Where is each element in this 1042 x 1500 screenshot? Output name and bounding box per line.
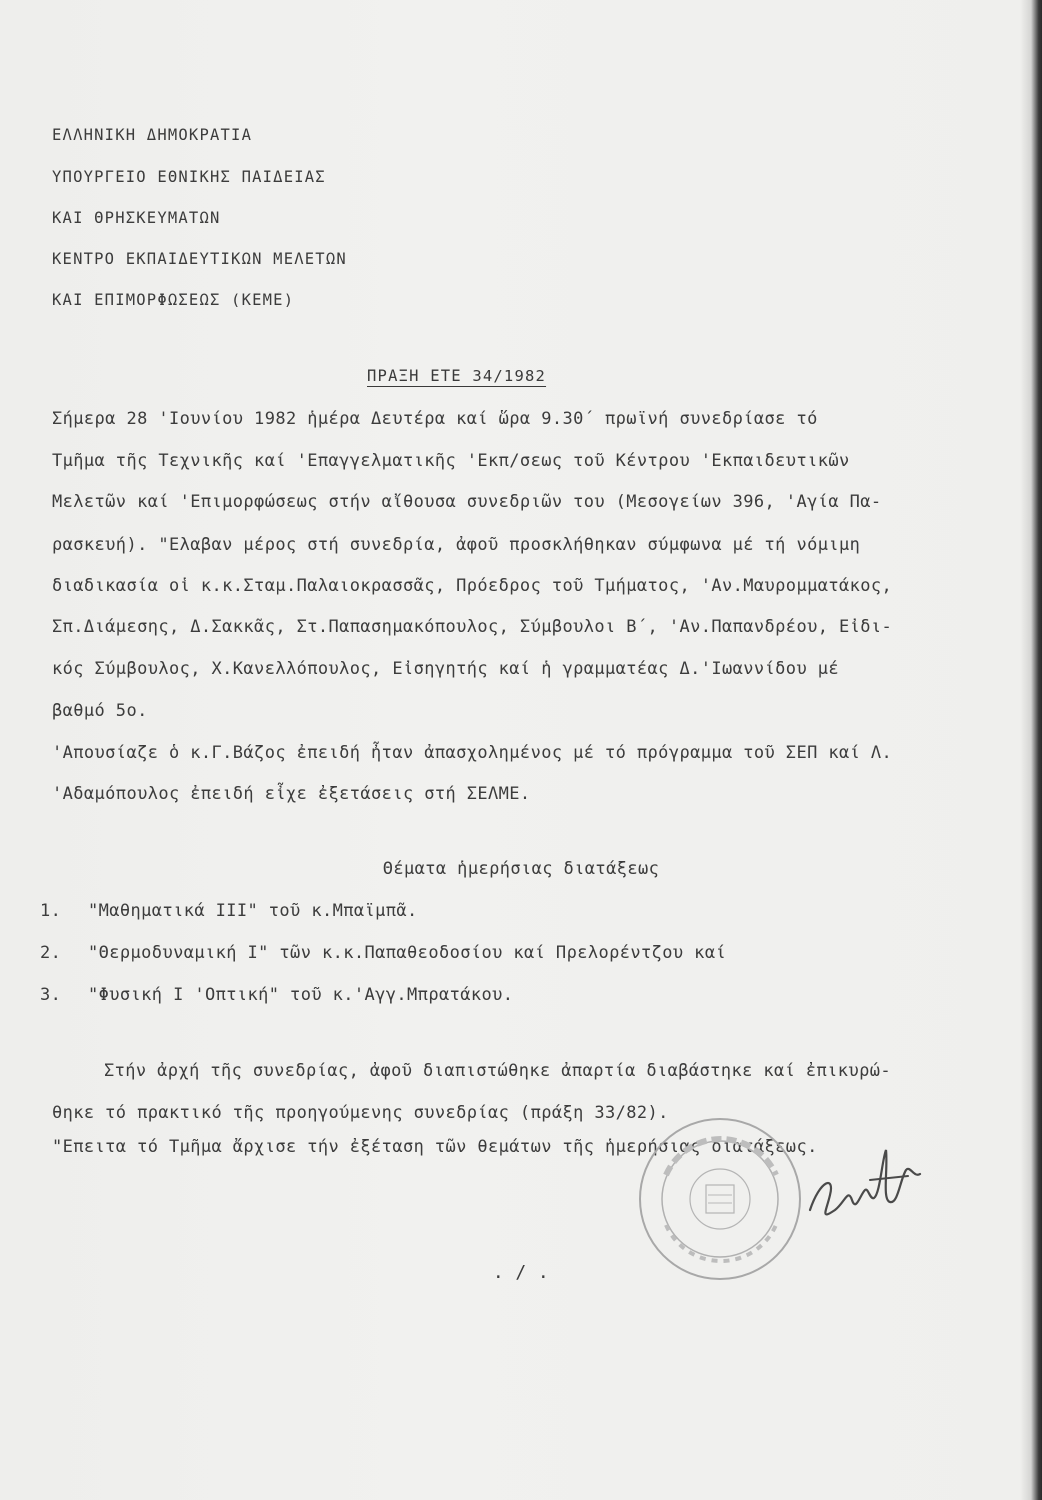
agenda-item — [40, 901, 418, 921]
body-line: θηκε τό πρακτικό τῆς προηγούμενης συνεδρίας (πράξη 33/82). — [52, 1103, 669, 1123]
header-line-5: ΚΑΙ ΕΠΙΜΟΡΦΩΣΕΩΣ (ΚΕΜΕ) — [52, 291, 295, 309]
official-seal-stamp — [636, 1115, 804, 1283]
continuation-mark: . / . — [492, 1262, 550, 1283]
agenda-item-text: "Μαθηματικά III" τοῦ κ.Μπαϊμπᾶ. — [88, 901, 418, 921]
agenda-item-number: 2. — [40, 943, 62, 963]
absence-line: 'Απουσίαζε ὁ κ.Γ.Βάζος ἐπειδή ἦταν ἀπασχολημένος μέ τό πρόγραμμα τοῦ ΣΕΠ καί Λ. — [52, 743, 893, 763]
header-line-3: ΚΑΙ ΘΡΗΣΚΕΥΜΑΤΩΝ — [52, 209, 221, 227]
body-line: Σήμερα 28 'Ιουνίου 1982 ἡμέρα Δευτέρα καί ὥρα 9.30΄ πρωϊνή συνεδρίασε τό — [52, 409, 818, 429]
agenda-item — [40, 943, 726, 963]
body-line: διαδικασία οἱ κ.κ.Σταμ.Παλαιοκρασσᾶς, Πρόεδρος τοῦ Τμήματος, 'Αν.Μαυρομματάκος, — [52, 576, 893, 596]
body-line: Μελετῶν καί 'Επιμορφώσεως στήν αἴθουσα συνεδριῶν του (Μεσογείων 396, 'Αγία Πα- — [52, 492, 882, 512]
agenda-item-number: 3. — [40, 985, 62, 1005]
agenda-title: Θέματα ἡμερήσιας διατάξεως — [382, 859, 660, 879]
header-line-1: ΕΛΛΗΝΙΚΗ ΔΗΜΟΚΡΑΤΙΑ — [52, 126, 253, 144]
body-line: βαθμό 5ο. — [52, 701, 148, 721]
body-line: ρασκευή). "Ελαβαν μέρος στή συνεδρία, ἀφοῦ προσκλήθηκαν σύμφωνα μέ τή νόμιμη — [52, 535, 861, 555]
handwritten-signature — [790, 1140, 940, 1250]
header-line-2: ΥΠΟΥΡΓΕΙΟ ΕΘΝΙΚΗΣ ΠΑΙΔΕΙΑΣ — [52, 168, 326, 186]
document-title: ΠΡΑΞΗ ΕΤΕ 34/1982 — [367, 367, 547, 385]
body-line: Σπ.Διάμεσης, Δ.Σακκᾶς, Στ.Παπασημακόπουλος, Σύμβουλοι Β΄, 'Αν.Παπανδρέου, Εἰδι- — [52, 617, 893, 637]
header-line-4: ΚΕΝΤΡΟ ΕΚΠΑΙΔΕΥΤΙΚΩΝ ΜΕΛΕΤΩΝ — [52, 250, 347, 268]
body-line: "Επειτα τό Τμῆμα ἄρχισε τήν ἐξέταση τῶν θεμάτων τῆς ἡμερήσιας διατάξεως. — [52, 1137, 818, 1157]
absence-line: 'Αδαμόπουλος ἐπειδή εἶχε ἐξετάσεις στή ΣΕΛΜΕ. — [52, 784, 531, 804]
body-line: Τμῆμα τῆς Τεχνικῆς καί 'Επαγγελματικῆς 'Εκπ/σεως τοῦ Κέντρου 'Εκπαιδευτικῶν — [52, 451, 850, 471]
agenda-item-number: 1. — [40, 901, 62, 921]
agenda-item — [40, 985, 513, 1005]
scan-edge-shadow — [1020, 0, 1042, 1500]
body-line: κός Σύμβουλος, Χ.Κανελλόπουλος, Εἰσηγητής καί ἡ γραμματέας Δ.'Ιωαννίδου μέ — [52, 659, 839, 679]
agenda-item-text: "Θερμοδυναμική I" τῶν κ.κ.Παπαθεοδοσίου καί Πρελορέντζου καί — [88, 943, 727, 963]
agenda-item-text: "Φυσική I 'Οπτική" τοῦ κ.'Αγγ.Μπρατάκου. — [88, 985, 514, 1005]
body-line: Στήν ἀρχή τῆς συνεδρίας, ἀφοῦ διαπιστώθηκε ἀπαρτία διαβάστηκε καί ἐπικυρώ- — [104, 1061, 891, 1081]
